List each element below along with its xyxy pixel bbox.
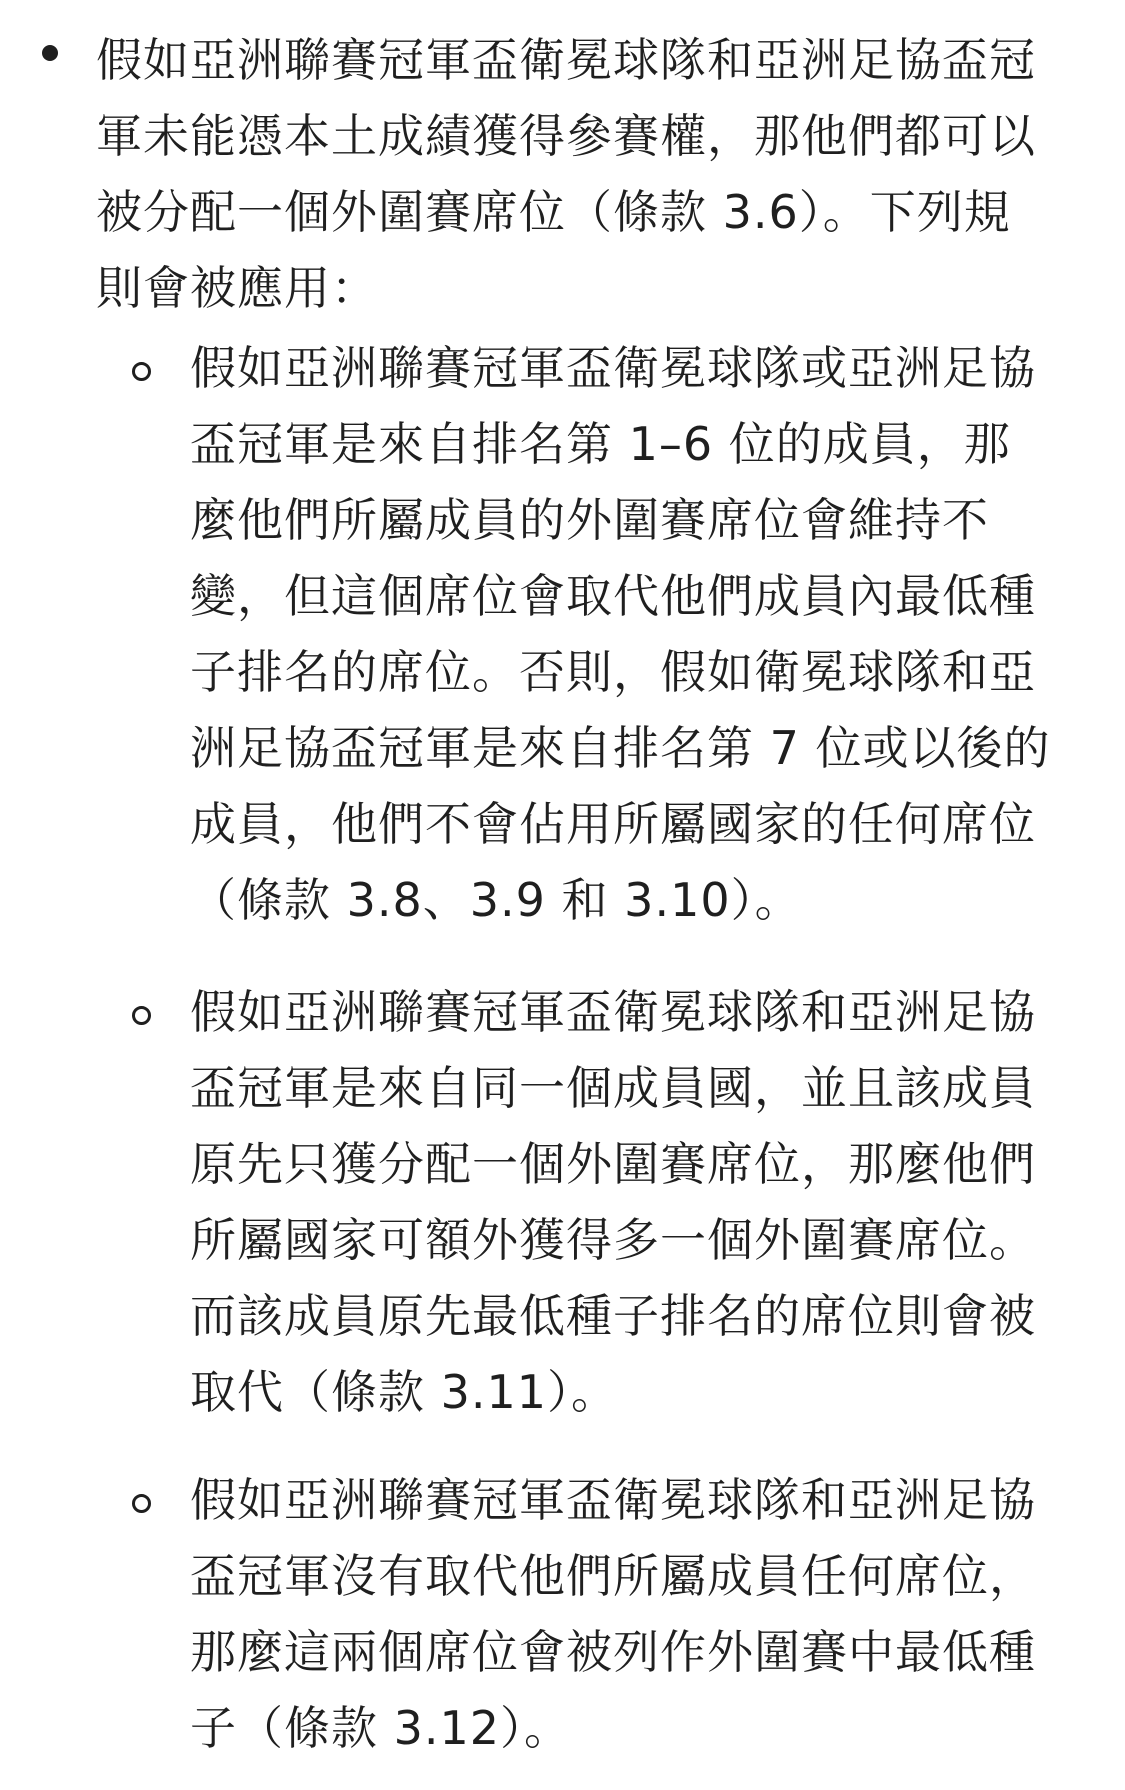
list-item-text: 假如亞洲聯賽冠軍盃衛冕球隊和亞洲足協盃冠 軍未能憑本土成績獲得參賽權，那他們都可以 被分配一個外圍賽席位（條款 3.6）。下列規 則會被應用：	[96, 33, 1036, 315]
bullet-dot-icon	[42, 45, 58, 61]
sub-list-item-text: 假如亞洲聯賽冠軍盃衛冕球隊或亞洲足協 盃冠軍是來自排名第 1–6 位的成員，那 麼他們所屬成員的外圍賽席位會維持不 變，但這個席位會取代他們成員內最低種 子排名的席位。否則，假如衛冕球隊和亞 洲足協盃冠軍是來自排名第 7 位或以後的 成員，他們不會佔用所屬國家的任何席位 （條款 3.8、3.9 和 3.10）。	[190, 341, 1051, 927]
sub-list-item-text: 假如亞洲聯賽冠軍盃衛冕球隊和亞洲足協 盃冠軍沒有取代他們所屬成員任何席位， 那麼這兩個席位會被列作外圍賽中最低種 子（條款 3.12）。	[190, 1473, 1036, 1755]
sub-list-item-text: 假如亞洲聯賽冠軍盃衛冕球隊和亞洲足協 盃冠軍是來自同一個成員國，並且該成員 原先只獲分配一個外圍賽席位，那麼他們 所屬國家可額外獲得多一個外圍賽席位。 而該成員原先最低種子排名的席位則會被 取代（條款 3.11）。	[190, 985, 1036, 1419]
bullet-circle-icon	[132, 1494, 151, 1513]
bullet-circle-icon	[132, 1006, 151, 1025]
bullet-circle-icon	[132, 362, 151, 381]
